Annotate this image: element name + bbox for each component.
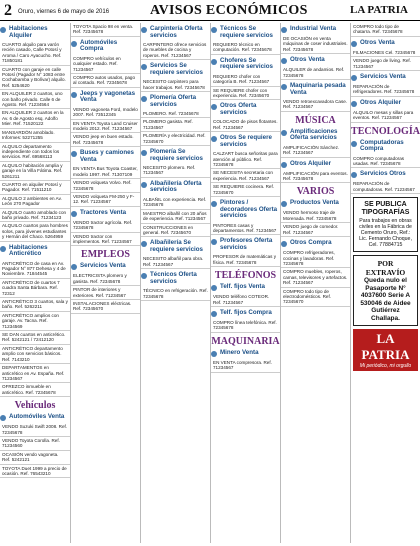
classified-ad: COMPRO vehículos en cualquier estado. Ref. 71234567 xyxy=(71,55,140,74)
classified-ad: CUARTO con garaje en calle Potosí (Pagador N° 1083 entre Cochabamba y Bolívar) alquilo. Ref. 5254620 xyxy=(0,66,70,91)
typography-promo-body: Para trabajos en obras civiles en la Fábrica de Cemento Oruro, Ref.: Lic. Fernando Choque, Cel. 77884715 xyxy=(359,218,412,249)
section-title: Telf. fijos Compra xyxy=(220,309,272,317)
section-title: Industrial Venta xyxy=(290,25,337,32)
section-bullet-icon xyxy=(71,151,77,157)
section-bullet-icon xyxy=(141,182,147,188)
section-bullet-icon xyxy=(211,311,217,317)
classified-ad: ALQUILO cuartos para hombres solos, para jóvenes estudiantes y Hernán del Chaco. 5264959 xyxy=(0,222,70,241)
classified-ad: ANTICRÉTICO departamento amplio con servicios básicos. Ref. 7143210 xyxy=(0,345,70,364)
section-title: Tractores Venta xyxy=(80,208,127,216)
section-bullet-icon xyxy=(71,41,77,47)
section-bullet-icon xyxy=(211,27,217,33)
section-bullet-icon xyxy=(211,59,217,65)
section-title: Plomería Oferta servicios xyxy=(150,94,197,108)
classified-ad: ANTICRÉTICO 3 cuartos, sala y baño. Ref. 5262211 xyxy=(0,298,70,312)
classified-ad: SE REQUIERE chofer con experiencia. Ref. 72345670 xyxy=(211,87,280,101)
category-heading: EMPLEOS xyxy=(81,249,130,261)
logo-tagline: Mi periódico, mi orgullo xyxy=(359,363,412,370)
classified-ad: VENDO Toyota Corolla. Ref. 71234560 xyxy=(0,437,70,451)
classified-ad: COMPRO muebles, roperos, camas, televisores y artefactos. Ref. 71234567 xyxy=(281,268,350,287)
classified-ad: CALZART busca señoritas para atención al público. Ref. 72345678 xyxy=(211,150,280,169)
section-title: Otros Oferta servicios xyxy=(220,102,257,116)
classified-ad: ALQUILO departamento independiente con todos los servicios. Ref. 69568113 xyxy=(0,143,70,162)
classified-ad: PROFESOR de matemáticas y física. Ref. 72345678 xyxy=(211,253,280,267)
classified-ad: REQUIERO chofer con categoría B. Ref. 71234567 xyxy=(211,73,280,87)
classified-ad: MAESTRO albañil con 20 años de experiencia. Ref. 71234567 xyxy=(141,210,210,224)
classified-ad: ALQUILO mesas y sillas para eventos. Ref. 71234567 xyxy=(351,109,420,123)
classified-ad: REPARACIÓN de computadoras. Ref. 71234567 xyxy=(351,180,420,194)
classified-ad: ALBAÑIL con experiencia. Ref. 72345678 xyxy=(141,196,210,210)
classified-ad: VENDO vagoneta Ford, modelo 2007. Ref. 73512345 xyxy=(71,106,140,120)
classified-ad: PLOMERO gasista. Ref. 71234567 xyxy=(141,118,210,132)
section-heading xyxy=(211,200,280,220)
classified-ad: VENDO tractor con implementos. Ref. 71234567 xyxy=(71,233,140,247)
lost-document-headline: POR EXTRAVÍO xyxy=(365,259,406,278)
classified-ad: VENDO juego de comedor. Ref. 71234567 xyxy=(281,223,350,237)
section-heading xyxy=(141,95,210,108)
classified-ad: PLOMERÍA y electricidad. Ref. 72345670 xyxy=(141,132,210,146)
classified-ad: TÉCNICO en refrigeración. Ref. 72345678 xyxy=(141,287,210,301)
column-6 xyxy=(350,23,420,543)
section-title: Otros Alquiler xyxy=(290,159,332,167)
section-bullet-icon xyxy=(211,239,217,245)
section-heading xyxy=(281,161,350,168)
section-title: Otros Venta xyxy=(360,38,395,46)
section-heading xyxy=(351,140,420,153)
classified-ad: VENDO jeep en buen estado. Ref. 72345678 xyxy=(71,133,140,147)
section-bullet-icon xyxy=(141,241,147,247)
section-heading xyxy=(351,100,420,107)
section-bullet-icon xyxy=(71,264,77,270)
section-title: Pintores / decoradores Oferta servicios xyxy=(220,199,278,220)
section-title: Técnicos Oferta servicios xyxy=(150,271,197,285)
section-title: Buses y camiones Venta xyxy=(80,149,134,163)
section-title: Automóviles Venta xyxy=(9,413,65,421)
classified-ad: ANTICRÉTICO de casa en Av. Pagador N° 877 Dehesa y 4 de Noviembre. 71844545 xyxy=(0,260,70,279)
classified-ad: COMPRO computadoras usadas. Ref. 72345678 xyxy=(351,155,420,169)
section-title: Otros Compra xyxy=(290,239,332,247)
section-title: Jeeps y vagonetas Venta xyxy=(80,89,136,104)
classified-ad: EN VENTA compresora. Ref. 71234567 xyxy=(211,359,280,373)
classified-ad: COMPRO línea telefónica. Ref. 72345678 xyxy=(211,319,280,333)
section-title: AVISOS ECONÓMICOS xyxy=(150,3,308,18)
section-heading xyxy=(141,181,210,194)
section-heading xyxy=(281,240,350,247)
classified-ad: MANSARDÓN amoblado. Informes: 52271255 xyxy=(0,129,70,143)
section-bullet-icon xyxy=(0,27,6,33)
classified-ad: AMPLIFICACIÓN para eventos. Ref. 72345678 xyxy=(281,170,350,184)
section-heading xyxy=(141,240,210,253)
section-heading xyxy=(141,149,210,162)
section-heading xyxy=(211,135,280,148)
section-heading xyxy=(211,26,280,39)
classified-ad: ANTICRÉTICO amplios con garaje. Av. Tacna. Ref. 71234569 xyxy=(0,312,70,331)
section-heading xyxy=(351,40,420,47)
column-2 xyxy=(70,23,140,543)
section-heading xyxy=(351,74,420,81)
classified-ad: VENDO retroexcavadora Case. Ref. 71234567 xyxy=(281,98,350,112)
column-1 xyxy=(0,23,70,543)
classified-ad: NECESITO carpintero para hacer trabajos. Ref. 72345678 xyxy=(141,78,210,92)
section-title: Técnicos Se requiere servicios xyxy=(220,25,273,39)
classified-ad: VENDO tractor agrícola. Ref. 72345678 xyxy=(71,219,140,233)
header-rule xyxy=(0,20,420,21)
section-bullet-icon xyxy=(351,141,357,147)
publication-date: Oruro, viernes 6 de mayo de 2016 xyxy=(18,9,110,15)
lost-document-body: Queda nulo el Pasaporte N° 4037600 Serie A 530046 de Aidee Gutiérrez Challapa. xyxy=(360,277,411,322)
classified-ad: EN VENTA Bus Toyota Coaster, modelo 1997. Ref. 71307109 xyxy=(71,165,140,179)
section-heading xyxy=(211,310,280,317)
section-title: Habitaciones Alquiler xyxy=(9,25,48,39)
classified-ad: VENDO Suzuki Swift 2008. Ref. 72345678 xyxy=(0,423,70,437)
section-heading xyxy=(211,350,280,357)
classified-ad: ELECTRICISTA plomero y gasista. Ref. 72345678 xyxy=(71,272,140,286)
section-heading xyxy=(0,414,70,421)
section-title: Servicios Se requiere servicios xyxy=(150,62,203,76)
section-heading xyxy=(211,238,280,251)
typography-promo xyxy=(353,197,418,252)
section-bullet-icon xyxy=(141,64,147,70)
classified-ad: ALQUILO cuarto amoblado con baño privado. Ref. 71234123 xyxy=(0,209,70,223)
classified-ad: FILMACIONES Cel. 72345678 xyxy=(351,49,420,57)
section-title: Maquinaria pesada Venta xyxy=(290,82,346,96)
section-bullet-icon xyxy=(71,92,77,98)
classified-ad: ALQUILO 2 ambientes en Av. León 270 Pagador xyxy=(0,195,70,209)
section-heading xyxy=(71,91,140,104)
classified-ad: COLOCADO de pisos flotantes. Ref. 71234567 xyxy=(211,118,280,132)
section-bullet-icon xyxy=(141,96,147,102)
section-bullet-icon xyxy=(281,58,287,64)
section-bullet-icon xyxy=(351,101,357,107)
column-3 xyxy=(140,23,210,543)
section-bullet-icon xyxy=(71,211,77,217)
lost-document-notice xyxy=(353,255,418,326)
section-bullet-icon xyxy=(0,415,6,421)
classified-ad: EN ALQUILER 2 cuartos, uno con baño privado. Calle 6 de Agosto. Ref. 71234564 xyxy=(0,90,70,109)
classified-ad: PLOMERO. Ref. 72345678 xyxy=(141,110,210,118)
section-title: Telf. fijos Venta xyxy=(220,283,265,291)
column-5 xyxy=(280,23,350,543)
classified-ad: COMPRO refrigeradores, cocinas y lavadoras. Ref. 72345678 xyxy=(281,249,350,268)
section-bullet-icon xyxy=(281,27,287,33)
classified-ad: INSTALACIONES eléctricas. Ref. 72345670 xyxy=(71,300,140,314)
section-heading xyxy=(71,263,140,270)
section-title: Servicios Otros xyxy=(360,170,406,178)
section-bullet-icon xyxy=(141,27,147,33)
classified-ad: SE NECESITA secretaria con experiencia. Ref. 71234567 xyxy=(211,169,280,183)
section-bullet-icon xyxy=(141,150,147,156)
classified-ad: OCASIÓN vendo vagoneta. Ref. 5242121 xyxy=(0,451,70,465)
section-heading xyxy=(0,245,70,258)
classified-ad: AMPLIFICACIÓN Sánchez. Ref. 71234567 xyxy=(281,144,350,158)
classified-ad: DE OCASIÓN en venta máquinas de coser industriales. Ref. 72345678 xyxy=(281,35,350,54)
section-title: Albañilería Oferta servicios xyxy=(150,179,202,194)
classified-ad: CONSTRUCCIONES en general. Ref. 72345670 xyxy=(141,224,210,238)
section-bullet-icon xyxy=(281,84,287,90)
classified-ad: PINTOR de interiores y exteriores. Ref. 71234567 xyxy=(71,286,140,300)
classified-ad: VENDO hermoso traje de Morenada. Ref. 72345678 xyxy=(281,209,350,223)
section-bullet-icon xyxy=(141,273,147,279)
classified-ad: PINTORES casas y departamentos. Ref. 71234567 xyxy=(211,222,280,236)
section-heading xyxy=(0,26,70,39)
section-heading xyxy=(141,272,210,285)
section-heading xyxy=(281,57,350,64)
section-title: Otros Venta xyxy=(290,56,325,64)
section-heading xyxy=(281,83,350,96)
classified-ad: REPARACIÓN de refrigeradores. Ref. 72345678 xyxy=(351,83,420,97)
section-title: Servicios Venta xyxy=(80,262,126,270)
section-heading xyxy=(211,58,280,71)
section-heading xyxy=(141,26,210,39)
section-title: Servicios Venta xyxy=(360,73,406,81)
classified-ad: EN VENTA Toyota Land Cruiser modelo 2012. Ref. 71234567 xyxy=(71,120,140,134)
section-title: Albañilería Se requiere servicios xyxy=(150,239,203,253)
page-header xyxy=(0,0,420,22)
classified-ad: VENDO juego de living. Ref. 71234567 xyxy=(351,57,420,71)
classified-ad: NECESITO plomero. Ref. 71234567 xyxy=(141,164,210,178)
section-bullet-icon xyxy=(0,246,6,252)
classified-ad: SE REQUIERE cocinera. Ref. 72345670 xyxy=(211,183,280,197)
classified-ad: NECESITO albañil para obra. Ref. 71234567 xyxy=(141,255,210,269)
section-heading xyxy=(211,284,280,291)
section-bullet-icon xyxy=(211,285,217,291)
section-title: Productos Venta xyxy=(290,199,339,207)
classified-ad: TOYOTA Spacio 98 en venta. Ref. 72345678 xyxy=(71,23,140,37)
section-bullet-icon xyxy=(351,41,357,47)
classified-ad: CUARTO en alquiler Potosí y Pagador. Ref. 71511210 xyxy=(0,181,70,195)
classified-ad: TOYOTA Duet 1999 a precio de ocasión. Ref. 76543210 xyxy=(0,465,70,479)
classified-ad: COMPRO autos usados, pago al contado. Ref. 72345678 xyxy=(71,74,140,88)
section-title: Otros Alquiler xyxy=(360,98,402,106)
classified-ad: ALQUILO habitación amplia y garaje en la Villa Fátima. Ref. 5261211 xyxy=(0,162,70,181)
classified-ad: REQUIERO técnico en computación. Ref. 72345678 xyxy=(211,41,280,55)
classified-ad: DEPARTAMENTOS en anticrético en Av. España. Ref. 71234567 xyxy=(0,364,70,383)
section-heading xyxy=(71,210,140,217)
section-title: Profesores Oferta servicios xyxy=(220,237,273,251)
section-bullet-icon xyxy=(281,130,287,136)
logo-name: LA PATRIA xyxy=(361,331,410,363)
classified-ad: VENDO volqueta FM-250 y F-12. Ref. 71234567 xyxy=(71,193,140,207)
classified-ad: COMPRO todo tipo de electrodomésticos. Ref. 72345670 xyxy=(281,288,350,307)
category-heading: TECNOLOGÍA xyxy=(351,125,420,137)
section-title: Habitaciones Anticrético xyxy=(9,243,48,258)
section-heading xyxy=(351,171,420,178)
section-bullet-icon xyxy=(281,241,287,247)
section-bullet-icon xyxy=(351,75,357,81)
classified-ad: COMPRO todo tipo de chatarra. Ref. 72345678 xyxy=(351,23,420,37)
section-title: Choferes Se requiere servicios xyxy=(220,56,273,71)
category-heading: TELÉFONOS xyxy=(214,270,277,282)
classified-ad: VENDO volqueta Volvo. Ref. 72345678 xyxy=(71,179,140,193)
newspaper-brand: LA PATRIA xyxy=(350,4,408,16)
category-heading: VARIOS xyxy=(296,186,335,198)
section-heading xyxy=(281,26,350,33)
section-bullet-icon xyxy=(211,104,217,110)
classified-ad: VENDO teléfono COTEOR. Ref. 71234567 xyxy=(211,293,280,307)
section-heading xyxy=(211,103,280,116)
classified-ad: CUARTO alquilo para varón recién casado, Calle Potosí y Aroma / Caro Ayacucho. Ref. 71850181 xyxy=(0,41,70,66)
classified-ad: OFREZCO inmueble en anticrético. Ref. 72345678 xyxy=(0,383,70,397)
section-bullet-icon xyxy=(351,172,357,178)
classified-ad: CARPINTERO ofrece servicios de muebles de cocina y roperos. Ref. 71234567 xyxy=(141,41,210,60)
section-bullet-icon xyxy=(211,136,217,142)
section-title: Carpintería Oferta servicios xyxy=(150,25,203,39)
section-heading xyxy=(281,200,350,207)
typography-promo-headline: SE PUBLICA TIPOGRAFÍAS xyxy=(361,201,410,216)
section-title: Minero Venta xyxy=(220,348,259,356)
category-heading: MÚSICA xyxy=(295,114,336,126)
section-title: Computadoras Compra xyxy=(360,138,404,153)
classified-ad: SE DAN cuartos en anticrético. Ref. 5242121 / 72412120 xyxy=(0,331,70,345)
section-title: Otros Se requiere servicios xyxy=(220,134,272,148)
column-4 xyxy=(210,23,280,543)
classified-ad: EN ALQUILER 2 cuartos en la Av. 6 de Agosto esq. Adolfo Mier. Ref. 71520122 xyxy=(0,109,70,128)
classified-ad: ALQUILER de andamios. Ref. 72345678 xyxy=(281,66,350,80)
section-title: Automóviles Compra xyxy=(80,38,118,53)
section-heading xyxy=(141,63,210,76)
section-heading xyxy=(281,129,350,142)
section-heading xyxy=(71,150,140,163)
section-bullet-icon xyxy=(211,201,217,207)
classified-ad: ANTICRÉTICO de cuartos 7 cuadra Santa Bárbara. Ref. 72312 xyxy=(0,279,70,298)
page-number: 2 xyxy=(4,2,12,19)
section-title: Amplificaciones Oferta servicios xyxy=(290,127,338,142)
category-heading: MAQUINARIA xyxy=(211,335,280,347)
section-title: Plomería Se requiere servicios xyxy=(150,148,203,162)
section-bullet-icon xyxy=(211,351,217,357)
section-heading xyxy=(71,40,140,53)
section-bullet-icon xyxy=(281,201,287,207)
category-heading: Vehículos xyxy=(14,400,56,412)
section-bullet-icon xyxy=(281,162,287,168)
newspaper-logo xyxy=(353,329,418,371)
